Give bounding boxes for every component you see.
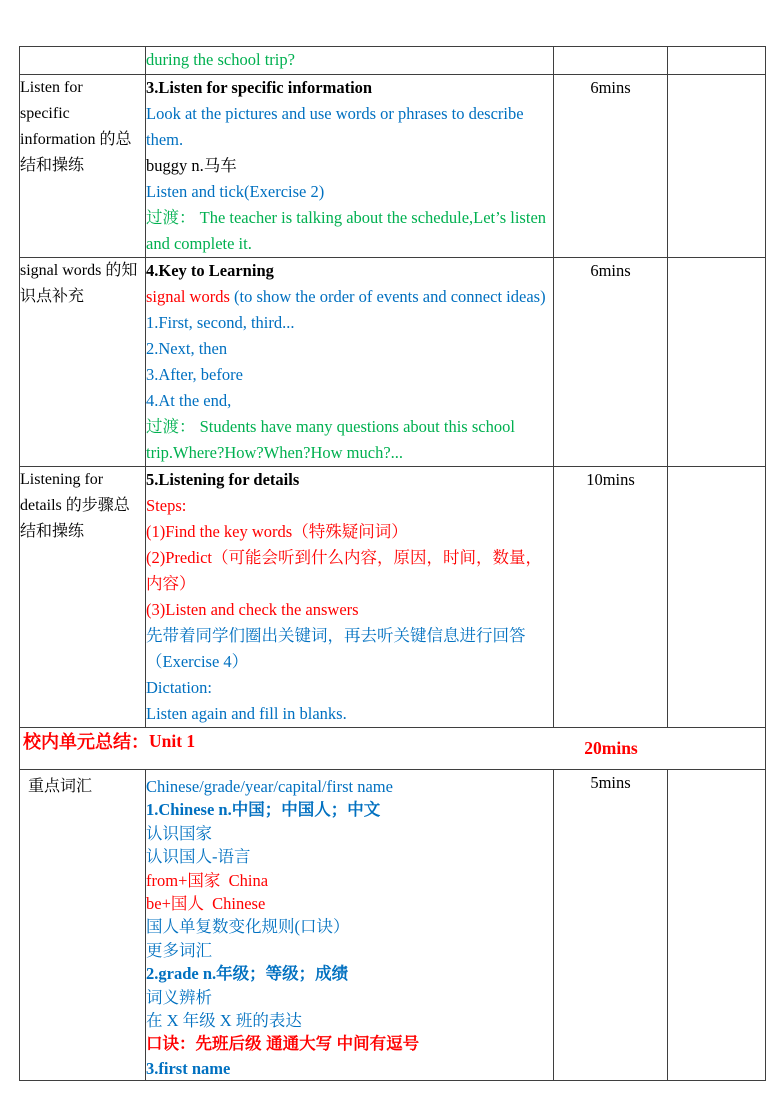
content-cell (146, 258, 554, 467)
text-segment: Listen again and fill in blanks. (146, 704, 347, 723)
content-line (146, 775, 553, 798)
content-line (146, 649, 553, 675)
text-segment: 4.At the end, (146, 391, 232, 410)
content-line (146, 939, 553, 962)
notes-cell (668, 770, 766, 1081)
content-line (146, 1009, 553, 1032)
duration-value: 5mins (590, 773, 631, 792)
text-segment: 在 X 年级 X 班的表达 (146, 1011, 302, 1031)
text-segment: from+国家 China (146, 870, 269, 890)
notes-cell (668, 258, 766, 467)
text-segment: trip.Where?How?When?How much?... (146, 443, 404, 462)
content-line (146, 388, 553, 414)
content-line (146, 962, 553, 985)
content-line (146, 336, 553, 362)
section-label-line: details 的步骤总 (20, 497, 130, 514)
content-line (146, 1057, 553, 1080)
content-line (146, 915, 553, 938)
text-segment: Chinese/grade/year/capital/first name (146, 777, 393, 796)
content-cell (146, 75, 554, 258)
text-segment: 3.Listen for specific information (146, 78, 373, 97)
content-line (146, 205, 553, 231)
content-line (146, 414, 553, 440)
content-line (146, 597, 553, 623)
content-line (146, 822, 553, 845)
text-segment: 过渡： Students have many questions about this school (146, 417, 515, 436)
text-segment: (2)Predict（可能会听到什么内容，原因，时间，数量， (146, 548, 542, 567)
summary-row (20, 728, 766, 770)
text-segment: 词义辨析 (146, 987, 212, 1007)
section-label-line: specific (20, 105, 70, 122)
text-segment: 3.first name (146, 1058, 231, 1078)
notes-cell (668, 467, 766, 728)
section-label-line: 结和操练 (20, 157, 85, 174)
table-row (20, 467, 766, 728)
content-line (146, 869, 553, 892)
content-line (146, 179, 553, 205)
content-line (146, 284, 553, 310)
text-segment: 2.grade n.年级；等级；成绩 (146, 964, 349, 984)
section-label-cell (20, 258, 146, 467)
text-segment: 2.Next, then (146, 339, 228, 358)
text-segment: 更多词汇 (146, 940, 212, 960)
text-segment: Listen and tick(Exercise 2) (146, 182, 325, 201)
table-row (20, 75, 766, 258)
table-row (20, 258, 766, 467)
section-label-line: Listen for (20, 79, 83, 96)
text-segment: 1.Chinese n.中国；中国人；中文 (146, 800, 381, 820)
text-segment: be+国人 Chinese (146, 894, 266, 914)
text-segment: 先带着同学们圈出关键词，再去听关键信息进行回答 (146, 626, 526, 645)
content-line (146, 75, 553, 101)
content-line (146, 467, 553, 493)
text-segment: 4.Key to Learning (146, 261, 274, 280)
content-line (146, 675, 553, 701)
content-line (146, 701, 553, 727)
text-segment: them. (146, 130, 184, 149)
section-label-cell (20, 770, 146, 1081)
text-segment: 认识国家 (146, 823, 212, 843)
content-line (146, 845, 553, 868)
content-line (146, 519, 553, 545)
notes-cell (668, 47, 766, 75)
table-row (20, 770, 766, 1081)
content-line (146, 623, 553, 649)
content-cell (146, 467, 554, 728)
text-segment: 认识国人-语言 (146, 847, 251, 867)
notes-cell (668, 75, 766, 258)
content-line (146, 798, 553, 821)
text-segment: 1.First, second, third... (146, 313, 295, 332)
duration-cell (554, 467, 668, 728)
duration-cell (554, 258, 668, 467)
content-line (146, 1032, 553, 1056)
table-row (20, 47, 766, 75)
text-segment: （Exercise 4） (146, 652, 249, 671)
text-segment: signal words (146, 287, 234, 306)
duration-value: 10mins (586, 470, 635, 489)
text-segment: Look at the pictures and use words or phrases to describe (146, 104, 524, 123)
content-line (146, 493, 553, 519)
content-line (146, 47, 553, 73)
content-line (146, 153, 553, 179)
section-label-line: information 的总 (20, 131, 132, 148)
content-line (146, 310, 553, 336)
section-label-line: 重点词汇 (28, 778, 93, 795)
duration-cell (554, 770, 668, 1081)
section-label-line: signal words 的知 (20, 262, 138, 279)
text-segment: 过渡： The teacher is talking about the schedule,Let’s listen (146, 208, 547, 227)
duration-value: 6mins (590, 78, 631, 97)
section-label-cell (20, 75, 146, 258)
text-segment: 5.Listening for details (146, 470, 300, 489)
section-label-line: 结和操练 (20, 523, 85, 540)
text-segment: buggy n.马车 (146, 156, 237, 175)
text-segment: Dictation: (146, 678, 212, 697)
section-label-line: 识点补充 (20, 288, 85, 305)
content-line (146, 362, 553, 388)
text-segment: (1)Find the key words（特殊疑问词） (146, 522, 408, 541)
text-segment: during the school trip? (146, 50, 295, 69)
content-cell (146, 47, 554, 75)
text-segment: 国人单复数变化规则(口诀） (146, 917, 350, 937)
section-label-cell (20, 47, 146, 75)
content-line (146, 986, 553, 1009)
content-line (146, 545, 553, 571)
content-line (146, 127, 553, 153)
text-segment: 内容） (146, 574, 196, 593)
content-line (146, 258, 553, 284)
text-segment: and complete it. (146, 234, 252, 253)
duration-value: 6mins (590, 261, 631, 280)
duration-cell (554, 47, 668, 75)
text-segment: Steps: (146, 496, 187, 515)
content-line (146, 571, 553, 597)
summary-unit: Unit 1 (149, 730, 196, 751)
content-line (146, 892, 553, 915)
content-line (146, 440, 553, 466)
text-segment: 3.After, before (146, 365, 243, 384)
section-label-cell (20, 467, 146, 728)
duration-cell (554, 75, 668, 258)
content-line (146, 101, 553, 127)
lesson-plan-table (19, 46, 766, 1081)
content-line (146, 231, 553, 257)
text-segment: (3)Listen and check the answers (146, 600, 359, 619)
text-segment: 口诀：先班后级 通通大写 中间有逗号 (146, 1035, 420, 1054)
summary-duration: 20mins (584, 738, 638, 758)
text-segment: (to show the order of events and connect ideas) (234, 287, 546, 306)
content-cell (146, 770, 554, 1081)
summary-cell (20, 728, 766, 770)
section-label-line: Listening for (20, 471, 104, 488)
summary-label: 校内单元总结： (23, 732, 149, 752)
